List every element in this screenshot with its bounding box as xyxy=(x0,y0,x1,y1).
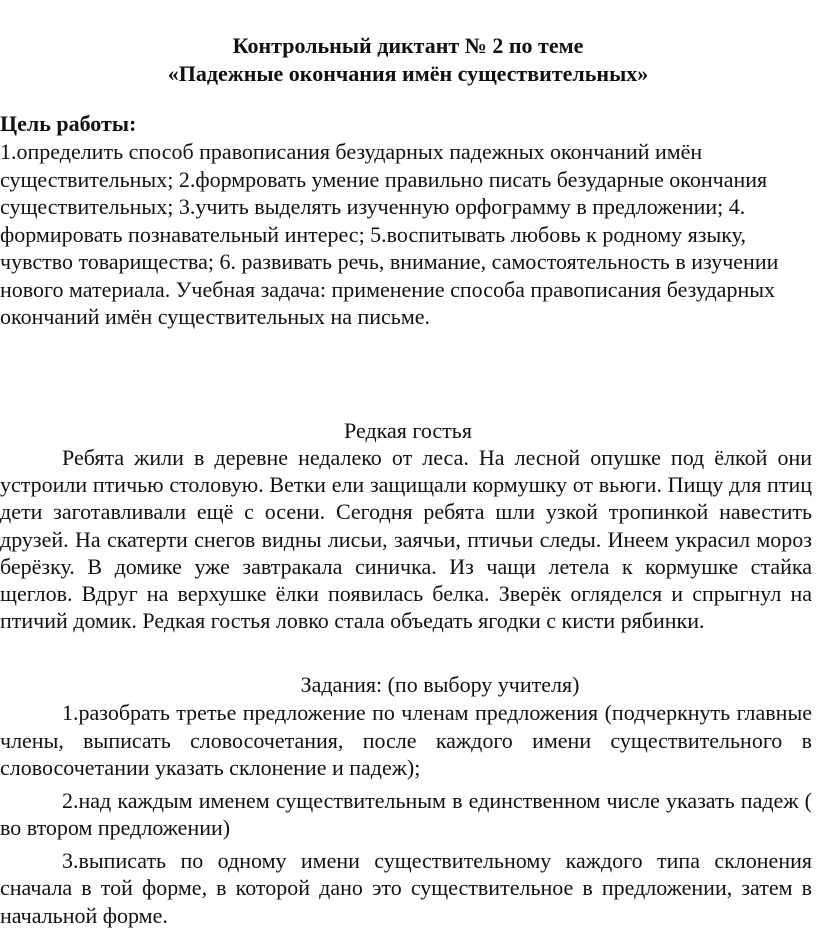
task-item: 1.разобрать третье предложение по членам предложения (подчеркнуть главные члены, выписать словосочетания, после каждого имени существительного в словосочетании указать склонение и падеж); xyxy=(0,700,812,780)
title-line-2: «Падежные окончания имён существительных» xyxy=(167,61,649,86)
goal-label: Цель работы: xyxy=(0,111,137,136)
title-line-1: Контрольный диктант № 2 по теме xyxy=(232,33,584,58)
story-title: Редкая гостья xyxy=(344,418,472,443)
task-item: 3.выписать по одному имени существительному каждого типа склонения сначала в той форме, в которой дано это существительное в предложении, затем в начальной форме. xyxy=(0,847,812,928)
task-item: 2.над каждым именем существительным в единственном числе указать падеж ( во втором предложении) xyxy=(0,787,812,840)
tasks-list xyxy=(0,699,812,934)
tasks-title: Задания: (по выбору учителя) xyxy=(300,672,580,697)
story-text: Ребята жили в деревне недалеко от леса. На лесной опушке под ёлкой они устроили птичью столовую. Ветки ели защищали кормушку от вьюги. Пищу для птиц дети заготавливали ещё с осени. Сегодня ребята шли узкой тропинкой навестить друзей. На скатерти снегов видны лисьи, заячьи, птичьи следы. Инеем украсил мороз берёзку. В домике уже завтракала синичка. Из чащи летела к кормушке стайка щеглов. Вдруг на верхушке ёлки появилась белка. Зверёк огляделся и спрыгнул на птичий домик. Редкая гостья ловко стала объедать ягодки с кисти рябинки. xyxy=(0,445,812,634)
goal-text: 1.определить способ правописания безударных падежных окончаний имён существительных; 2.формровать умение правильно писать безударные окончания существительных; 3.учить выделять изученную орфограмму в предложении; 4. формировать познавательный интерес; 5.воспитывать любовь к родному языку, чувство товарищества; 6. развивать речь, внимание, самостоятельность в изучении нового материала. Учебная задача: применение способа правописания безударных окончаний имён существительных на письме. xyxy=(0,139,779,329)
